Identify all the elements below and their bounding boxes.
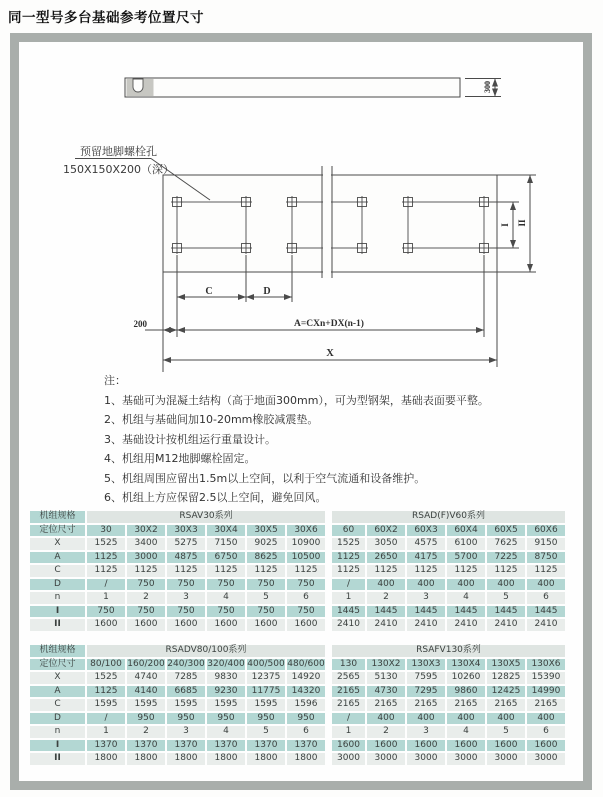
table-cell: 6750: [207, 552, 245, 564]
model-header: 30X4: [207, 525, 245, 537]
table-cell: /: [327, 579, 365, 591]
table-cell: 1445: [327, 606, 365, 618]
series-header: RSAD(F)V60系列: [327, 511, 565, 523]
table-cell: 1125: [87, 565, 125, 577]
table-cell: 750: [127, 606, 165, 618]
model-header: 480/600: [287, 658, 325, 669]
table-cell: 8625: [247, 552, 285, 564]
dim-X-label: X: [326, 348, 334, 359]
table-cell: 4: [447, 726, 485, 738]
dim-II-label: II: [517, 219, 527, 227]
table-cell: 400: [447, 713, 485, 725]
note-item: 5、机组周围应留出1.5m以上空间，以利于空气流通和设备维护。: [104, 471, 426, 485]
table-cell: 1370: [127, 740, 165, 752]
table-cell: 1600: [207, 619, 245, 631]
table-cell: 950: [247, 713, 285, 725]
notes: [104, 371, 564, 508]
table-cell: 1370: [287, 740, 325, 752]
row-label: n: [30, 592, 85, 604]
table-cell: 1800: [87, 753, 125, 765]
table-cell: 1600: [407, 740, 445, 752]
table-cell: 4175: [407, 552, 445, 564]
page-title: 同一型号多台基础参考位置尺寸: [8, 10, 204, 26]
model-header: 80/100: [87, 659, 125, 671]
dimension-table-rsadv80-rsafv130: [28, 643, 567, 767]
table-cell: 1: [327, 726, 365, 738]
table-cell: 12825: [487, 672, 525, 684]
table-cell: 7595: [407, 672, 445, 684]
table-cell: 2410: [527, 619, 565, 631]
table-cell: 1125: [327, 565, 365, 577]
table-cell: 1600: [127, 619, 165, 631]
row-label: C: [30, 565, 85, 577]
break-mask: [323, 166, 331, 278]
table-row: [30, 726, 565, 738]
table-cell: 750: [167, 579, 205, 591]
table-cell: 3000: [127, 552, 165, 564]
table-cell: 2165: [327, 699, 365, 711]
table-cell: 750: [247, 606, 285, 618]
table-cell: 750: [167, 606, 205, 618]
model-header: 60X5: [487, 525, 525, 537]
row-label: D: [30, 579, 85, 591]
table-cell: 2410: [327, 619, 365, 631]
table-cell: 950: [287, 713, 325, 725]
table-cell: 1370: [207, 740, 245, 752]
table-cell: 400: [527, 713, 565, 725]
table-cell: 1125: [487, 565, 525, 577]
table-cell: 400: [447, 579, 485, 591]
table-cell: 2: [367, 592, 405, 604]
table-cell: 4575: [407, 538, 445, 550]
table-cell: 9860: [447, 686, 485, 698]
table-cell: 10500: [287, 552, 325, 564]
dim-300-label: 300: [483, 81, 492, 93]
table-cell: 1125: [167, 565, 205, 577]
table-cell: 4730: [367, 686, 405, 698]
model-header: 130: [327, 659, 365, 671]
dim-D-label: D: [263, 286, 271, 297]
table-cell: 2: [127, 726, 165, 738]
table-cell: 12375: [247, 672, 285, 684]
table-cell: 1595: [247, 699, 285, 711]
table-cell: 750: [287, 606, 325, 618]
model-header: 130X6: [527, 659, 565, 671]
table-row: [30, 592, 565, 604]
row-label: X: [30, 538, 85, 550]
unit-spec-header: 机组规格: [30, 645, 85, 657]
model-header: 400/500: [247, 658, 285, 669]
model-header: 320/400: [207, 658, 245, 669]
table-cell: 2165: [487, 699, 525, 711]
table-cell: 10900: [287, 538, 325, 550]
series-header: RSADV80/100系列: [87, 645, 325, 657]
table-cell: 3000: [327, 753, 365, 765]
table-cell: 1: [87, 592, 125, 604]
table-cell: 7295: [407, 686, 445, 698]
table-cell: 6685: [167, 686, 205, 698]
table-cell: 7150: [207, 538, 245, 550]
model-header: 60X3: [407, 525, 445, 537]
table-cell: 1600: [287, 619, 325, 631]
table-cell: 3: [407, 726, 445, 738]
table-row: [30, 525, 565, 537]
table-cell: 3000: [407, 753, 445, 765]
table-cell: 1125: [127, 565, 165, 577]
table-cell: 1800: [207, 753, 245, 765]
table-cell: 10260: [447, 672, 485, 684]
model-header: 130X4: [447, 659, 485, 671]
table-row: [30, 659, 565, 671]
table-cell: 3000: [527, 753, 565, 765]
table-cell: 1600: [487, 740, 525, 752]
table-cell: 1445: [487, 606, 525, 618]
table-cell: 5: [487, 592, 525, 604]
dimension-table: [28, 509, 567, 633]
note-item: 3、基础设计按机组运行重量设计。: [104, 432, 276, 446]
table-row: [30, 511, 565, 523]
row-label: I: [30, 740, 85, 752]
table-cell: 9830: [207, 672, 245, 684]
table-cell: 14920: [287, 672, 325, 684]
table-cell: 11775: [247, 686, 285, 698]
table-cell: 6100: [447, 538, 485, 550]
table-cell: 2165: [407, 699, 445, 711]
table-cell: 400: [407, 713, 445, 725]
table-cell: 1600: [447, 740, 485, 752]
table-cell: 750: [247, 579, 285, 591]
table-row: [30, 699, 565, 711]
bolt-hole-label: 预留地脚螺栓孔: [80, 145, 157, 158]
note-item: 4、机组用M12地脚螺栓固定。: [104, 452, 256, 465]
row-label: D: [30, 713, 85, 725]
table-cell: 2410: [487, 619, 525, 631]
model-header: 30: [87, 525, 125, 537]
table-cell: 4: [207, 726, 245, 738]
table-cell: 6: [287, 592, 325, 604]
table-cell: 1: [87, 726, 125, 738]
model-header: 60X2: [367, 525, 405, 537]
row-label: X: [30, 672, 85, 684]
table-row: [30, 565, 565, 577]
series-header: RSAFV130系列: [327, 645, 565, 657]
table-row: [30, 740, 565, 752]
table-cell: 3: [407, 592, 445, 604]
table-cell: 2410: [407, 619, 445, 631]
table-cell: 750: [127, 579, 165, 591]
row-label: A: [30, 552, 85, 564]
note-item: 1、基础可为混凝土结构（高于地面300mm），可为型钢架，基础表面要平整。: [104, 393, 489, 407]
table-cell: 1525: [327, 538, 365, 550]
model-header: 130X2: [367, 659, 405, 671]
table-cell: 1445: [527, 606, 565, 618]
dim-A-label: A=CXn+DX(n-1): [294, 319, 364, 329]
table-cell: 1125: [447, 565, 485, 577]
unit-spec-header: 机组规格: [30, 511, 85, 523]
table-cell: 2565: [327, 672, 365, 684]
table-cell: 1370: [87, 740, 125, 752]
row-label: II: [30, 753, 85, 765]
table-cell: 1125: [367, 565, 405, 577]
table-cell: 1595: [87, 699, 125, 711]
model-header: 160/200: [127, 658, 165, 669]
table-cell: /: [87, 579, 125, 591]
table-cell: 5: [247, 726, 285, 738]
table-cell: 400: [407, 579, 445, 591]
table-cell: 750: [87, 606, 125, 618]
table-cell: 6: [527, 726, 565, 738]
table-cell: 4140: [127, 686, 165, 698]
table-cell: 4740: [127, 672, 165, 684]
table-cell: 7625: [487, 538, 525, 550]
table-cell: 1445: [367, 606, 405, 618]
bolt-hole-size-label: 150X150X200（深）: [63, 163, 175, 176]
table-cell: 1525: [87, 672, 125, 684]
foundation-drawing: [19, 42, 583, 374]
table-cell: 3000: [487, 753, 525, 765]
table-cell: 1445: [407, 606, 445, 618]
table-cell: 1600: [527, 740, 565, 752]
anchor-slot: [133, 79, 143, 92]
table-cell: 9230: [207, 686, 245, 698]
table-cell: 4: [447, 592, 485, 604]
note-item: 2、机组与基础间加10-20mm橡胶减震垫。: [104, 413, 319, 426]
table-cell: 1600: [167, 619, 205, 631]
table-cell: 1595: [167, 699, 205, 711]
table-cell: 5275: [167, 538, 205, 550]
table-cell: 2165: [327, 686, 365, 698]
table-row: [30, 713, 565, 725]
dim-C-label: C: [205, 286, 213, 297]
table-cell: 1800: [127, 753, 165, 765]
table-cell: 1125: [287, 565, 325, 577]
table-cell: 15390: [527, 672, 565, 684]
table-cell: 400: [367, 713, 405, 725]
table-cell: 6: [287, 726, 325, 738]
table-cell: 400: [527, 579, 565, 591]
table-cell: 1125: [327, 552, 365, 564]
model-header: 240/300: [167, 658, 205, 669]
table-cell: 1800: [247, 753, 285, 765]
position-size-header: 定位尺寸: [30, 525, 85, 537]
table-cell: /: [87, 713, 125, 725]
table-cell: 7285: [167, 672, 205, 684]
table-cell: 1595: [207, 699, 245, 711]
plan-view: [75, 159, 536, 373]
model-header: 130X5: [487, 659, 525, 671]
table-cell: 1800: [167, 753, 205, 765]
table-cell: 1125: [527, 565, 565, 577]
table-cell: 750: [207, 579, 245, 591]
table-cell: 2410: [447, 619, 485, 631]
table-cell: 400: [487, 713, 525, 725]
model-header: 30X3: [167, 525, 205, 537]
table-cell: 2410: [367, 619, 405, 631]
table-cell: 2165: [367, 699, 405, 711]
table-cell: 400: [487, 579, 525, 591]
table-cell: 8750: [527, 552, 565, 564]
table-cell: 1600: [87, 619, 125, 631]
table-cell: 3: [167, 592, 205, 604]
table-cell: 1600: [327, 740, 365, 752]
table-cell: 1125: [247, 565, 285, 577]
table-cell: 1125: [207, 565, 245, 577]
table-row: [30, 552, 565, 564]
table-cell: 750: [287, 579, 325, 591]
table-cell: 7225: [487, 552, 525, 564]
table-cell: 1: [327, 592, 365, 604]
note-item: 6、机组上方应保留2.5以上空间，避免回风。: [104, 491, 327, 504]
table-cell: 5130: [367, 672, 405, 684]
row-label: A: [30, 686, 85, 698]
position-size-header: 定位尺寸: [30, 659, 85, 671]
dim-200-label: 200: [133, 319, 147, 329]
table-cell: 3: [167, 726, 205, 738]
notes-heading: 注：: [104, 374, 126, 387]
table-cell: 1595: [127, 699, 165, 711]
table-row: [30, 606, 565, 618]
table-cell: 12425: [487, 686, 525, 698]
table-cell: 6: [527, 592, 565, 604]
table-cell: 9025: [247, 538, 285, 550]
notes-list: [104, 391, 564, 508]
table-cell: 4: [207, 592, 245, 604]
table-cell: 400: [367, 579, 405, 591]
table-cell: 1445: [447, 606, 485, 618]
model-header: 30X6: [287, 525, 325, 537]
table-row: [30, 686, 565, 698]
table-cell: 9150: [527, 538, 565, 550]
table-cell: 3000: [447, 753, 485, 765]
table-row: [30, 538, 565, 550]
row-label: n: [30, 726, 85, 738]
table-cell: 2: [367, 726, 405, 738]
dimension-table: [28, 643, 567, 767]
table-cell: /: [327, 713, 365, 725]
table-cell: 1600: [367, 740, 405, 752]
table-cell: 4875: [167, 552, 205, 564]
table-row: [30, 619, 565, 631]
side-view: [125, 78, 501, 97]
table-cell: 1125: [87, 552, 125, 564]
table-row: [30, 672, 565, 684]
row-label: I: [30, 606, 85, 618]
model-header: 60X4: [447, 525, 485, 537]
table-cell: 2165: [447, 699, 485, 711]
model-header: 60X6: [527, 525, 565, 537]
model-header: 130X3: [407, 659, 445, 671]
table-cell: 5: [487, 726, 525, 738]
table-cell: 2165: [527, 699, 565, 711]
table-row: [30, 753, 565, 765]
table-cell: 750: [207, 606, 245, 618]
model-header: 30X2: [127, 525, 165, 537]
table-cell: 3400: [127, 538, 165, 550]
table-cell: 2650: [367, 552, 405, 564]
table-row: [30, 579, 565, 591]
table-cell: 5: [247, 592, 285, 604]
table-cell: 14320: [287, 686, 325, 698]
table-cell: 950: [167, 713, 205, 725]
row-label: C: [30, 699, 85, 711]
table-cell: 1125: [407, 565, 445, 577]
table-cell: 950: [207, 713, 245, 725]
table-cell: 1370: [247, 740, 285, 752]
table-cell: 3050: [367, 538, 405, 550]
table-cell: 14990: [527, 686, 565, 698]
table-cell: 1600: [247, 619, 285, 631]
model-header: 60: [327, 525, 365, 537]
table-cell: 5700: [447, 552, 485, 564]
dimension-table-rsav30-rsadv60: [28, 509, 567, 633]
series-header: RSAV30系列: [87, 511, 325, 523]
table-cell: 1525: [87, 538, 125, 550]
table-cell: 1370: [167, 740, 205, 752]
table-cell: 3000: [367, 753, 405, 765]
dim-I-label: I: [500, 223, 510, 227]
model-header: 30X5: [247, 525, 285, 537]
table-cell: 950: [127, 713, 165, 725]
table-cell: 1596: [287, 699, 325, 711]
table-cell: 1800: [287, 753, 325, 765]
table-row: [30, 645, 565, 657]
row-label: II: [30, 619, 85, 631]
table-cell: 1125: [87, 686, 125, 698]
table-cell: 2: [127, 592, 165, 604]
